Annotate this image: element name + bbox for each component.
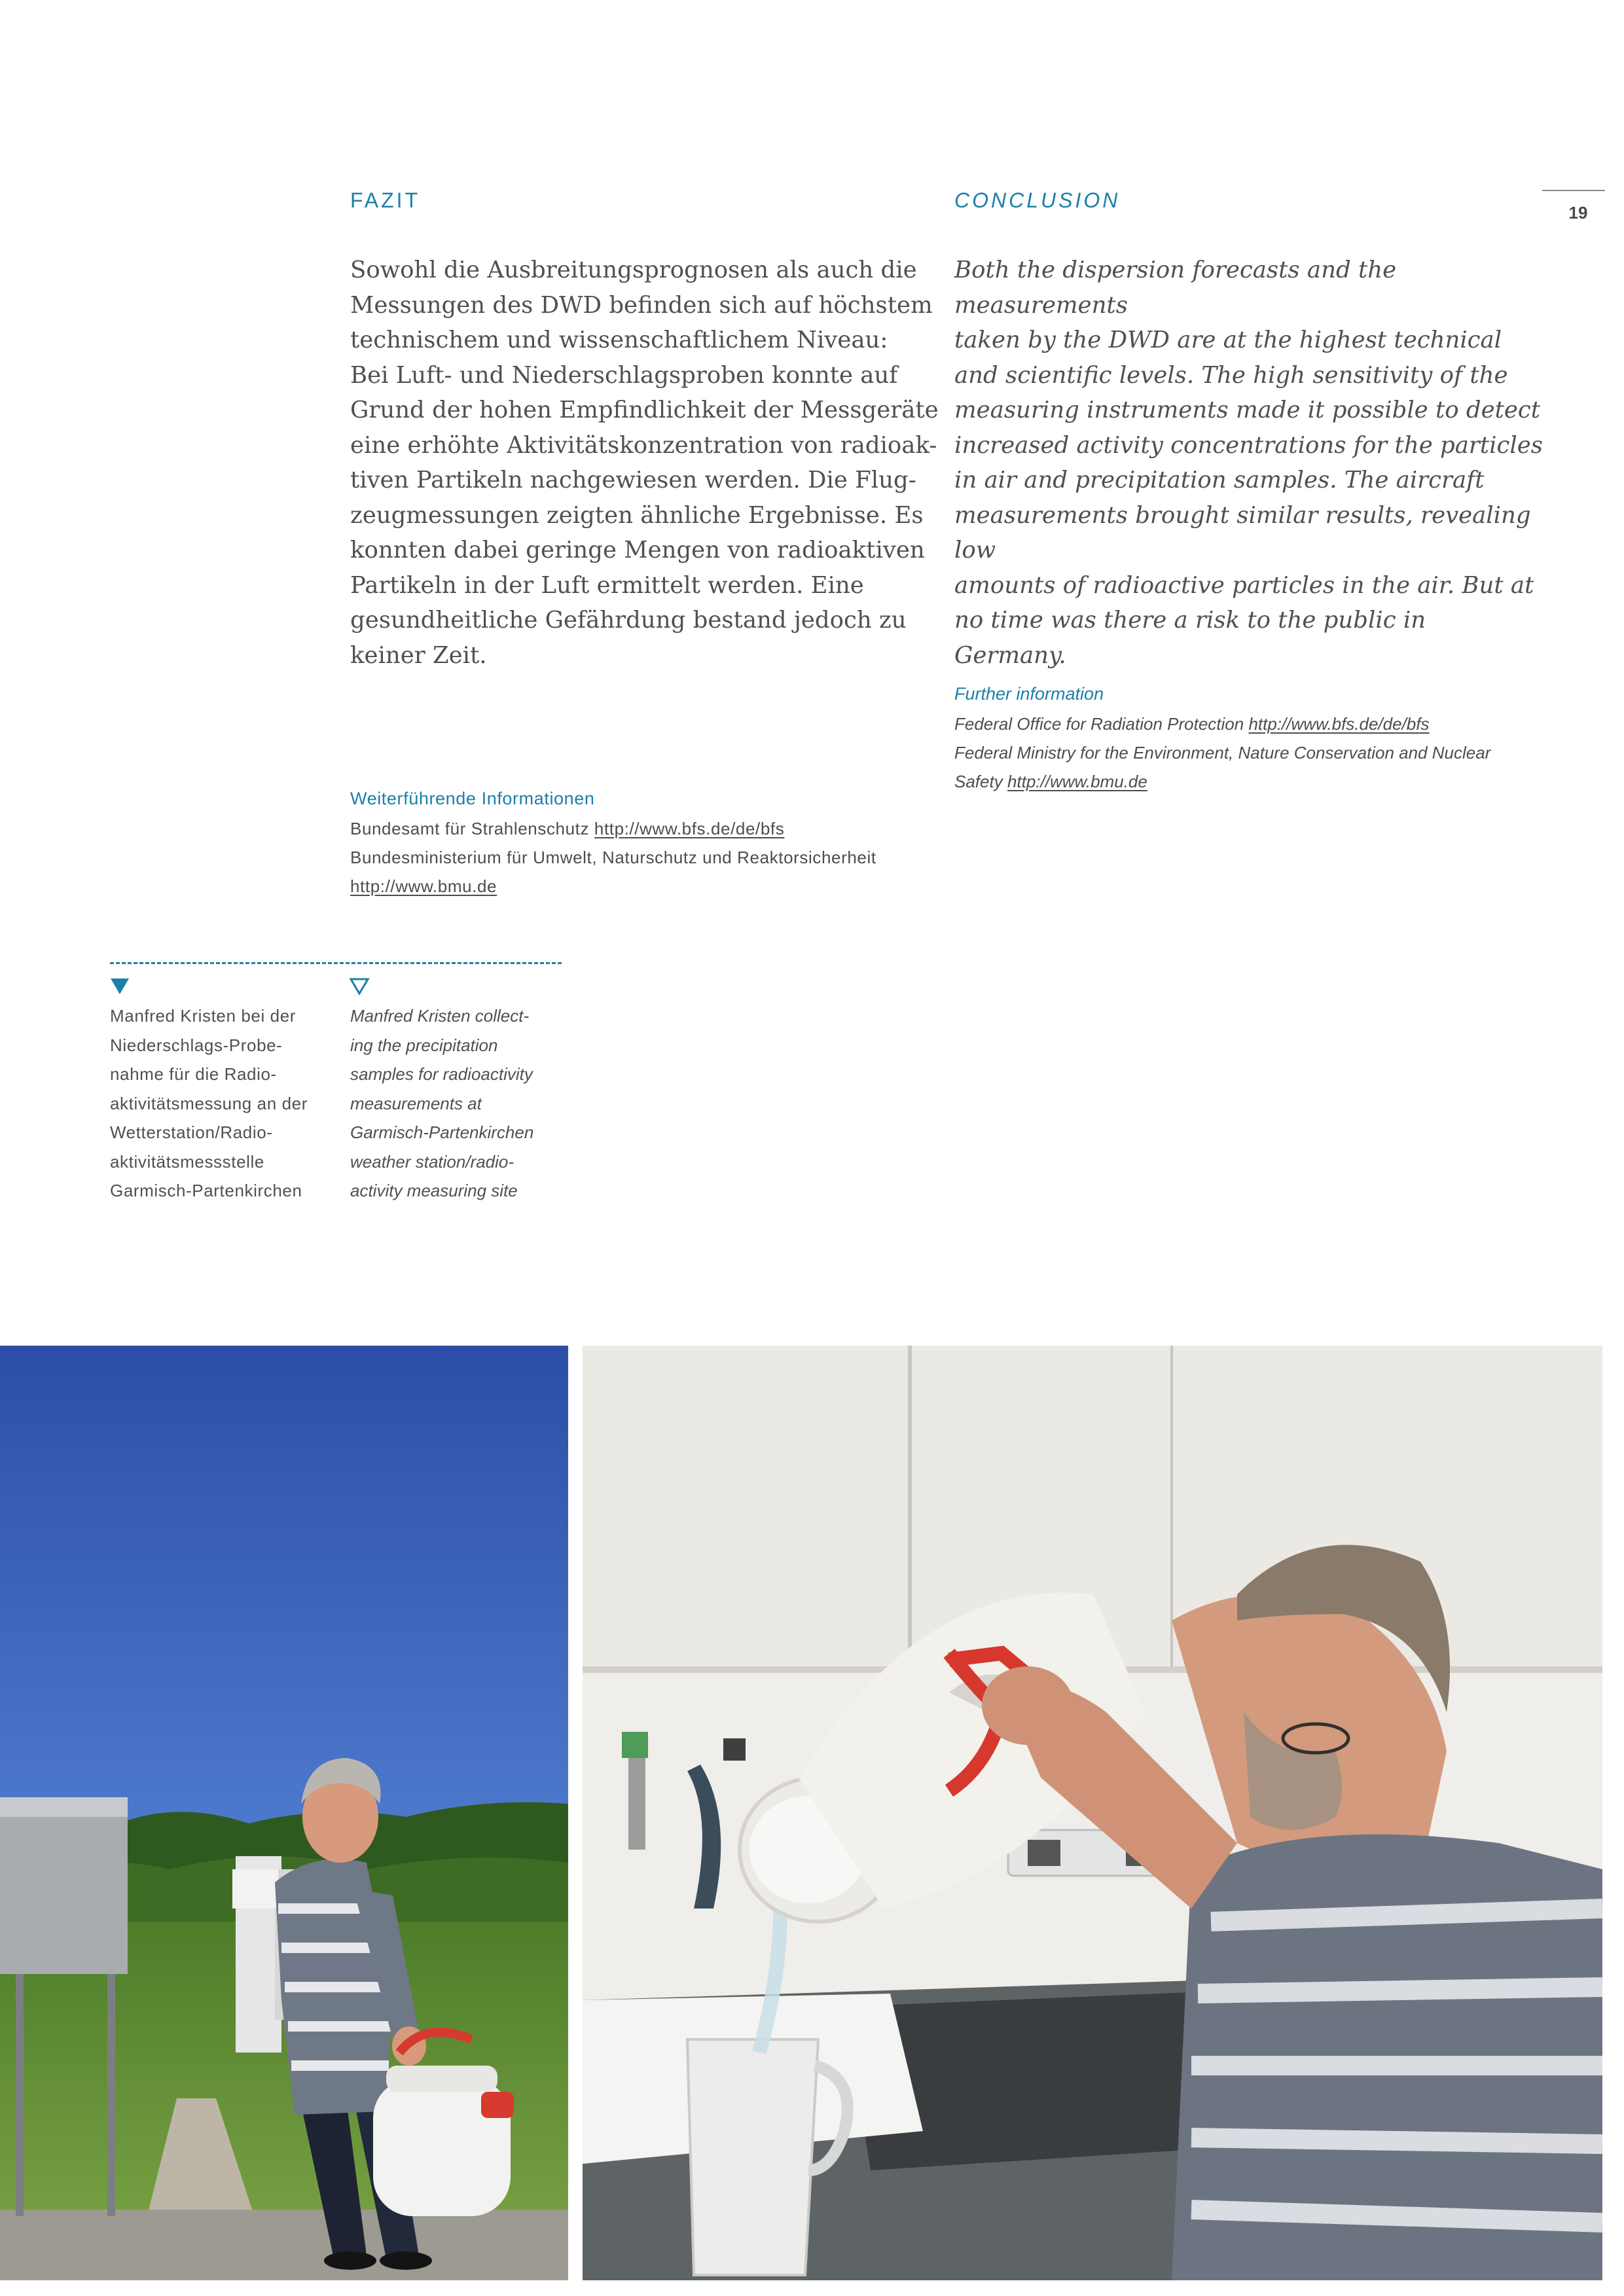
filled-triangle-down-icon [109, 975, 131, 997]
info-bmu-label: Safety [954, 772, 1007, 791]
info-line-bfs-de [350, 814, 939, 843]
info-line-bmu-label-de: Bundesministerium für Umwelt, Naturschutz und Reaktorsicherheit [350, 848, 876, 867]
fazit-body-text: Sowohl die Ausbreitungsprognosen als auch die Messungen des DWD befinden sich auf höchstem technischem und wissenschaftlichem Niveau: Bei Luft- und Niederschlagsproben konnte auf Grund der hohen Empfindlichkeit der Messgeräte eine erhöhte Aktivitätskonzentration von radioak- tiven Partikeln nachgewiesen werden. Die Flug- zeugmessungen zeigten ähnliche Ergebnisse. Es konnten dabei geringe Mengen von radioaktiven Partikeln in der Luft ermittelt werden. Eine gesundheitliche Gefährdung bestand jedoch zu keiner Zeit. [350, 257, 939, 669]
page-number-rule [1542, 190, 1605, 191]
caption-dashed-divider [110, 962, 562, 964]
outline-triangle-down-icon [348, 975, 370, 997]
bfs-link-de[interactable]: http://www.bfs.de/de/bfs [594, 819, 785, 838]
page-number: 19 [1568, 203, 1588, 223]
info-line-bmu-de [350, 872, 939, 901]
bmu-link[interactable]: http://www.bmu.de [1007, 772, 1147, 791]
further-information-title: Further information [954, 684, 1104, 704]
info-line-bfs [954, 709, 1543, 738]
info-bfs-label-de: Bundesamt für Strahlenschutz [350, 819, 594, 838]
info-line-bmu [954, 767, 1543, 796]
info-line-bmu-label: Federal Ministry for the Environment, Nature Conservation and Nuclear [954, 743, 1491, 762]
photo-outdoor-sampling [0, 1346, 568, 2280]
conclusion-heading: CONCLUSION [954, 188, 1121, 212]
further-information-en [954, 681, 1543, 796]
bmu-link-de[interactable]: http://www.bmu.de [350, 876, 497, 896]
photo-lab-pouring [583, 1346, 1602, 2280]
fazit-heading: FAZIT [350, 188, 421, 212]
weiterfuehrende-informationen-de [350, 785, 939, 901]
conclusion-body-text: Both the dispersion forecasts and the measurements taken by the DWD are at the highest technical and scientific levels. The high sensitivity of the measuring instruments made it possible to detect increased activity concentrations for the particles in air and precipitation samples. The aircraft measurements brought similar results, revealing low amounts of radioactive particles in the air. But at no time was there a risk to the public in Germany. [954, 257, 1543, 669]
weiterfuehrende-informationen-title: Weiterführende Informationen [350, 789, 595, 808]
bfs-link[interactable]: http://www.bfs.de/de/bfs [1248, 714, 1430, 734]
info-bfs-label: Federal Office for Radiation Protection [954, 714, 1249, 734]
photo-caption-de: Manfred Kristen bei der Niederschlags-Probe- nahme für die Radio- aktivitätsmessung an der Wetterstation/Radio- aktivitätsmessstelle Garmisch-Partenkirchen [110, 1006, 308, 1200]
photo-caption-en: Manfred Kristen collect- ing the precipitation samples for radioactivity measurements at Garmisch-Partenkirchen weather station/radio- activity measuring site [350, 1006, 534, 1200]
